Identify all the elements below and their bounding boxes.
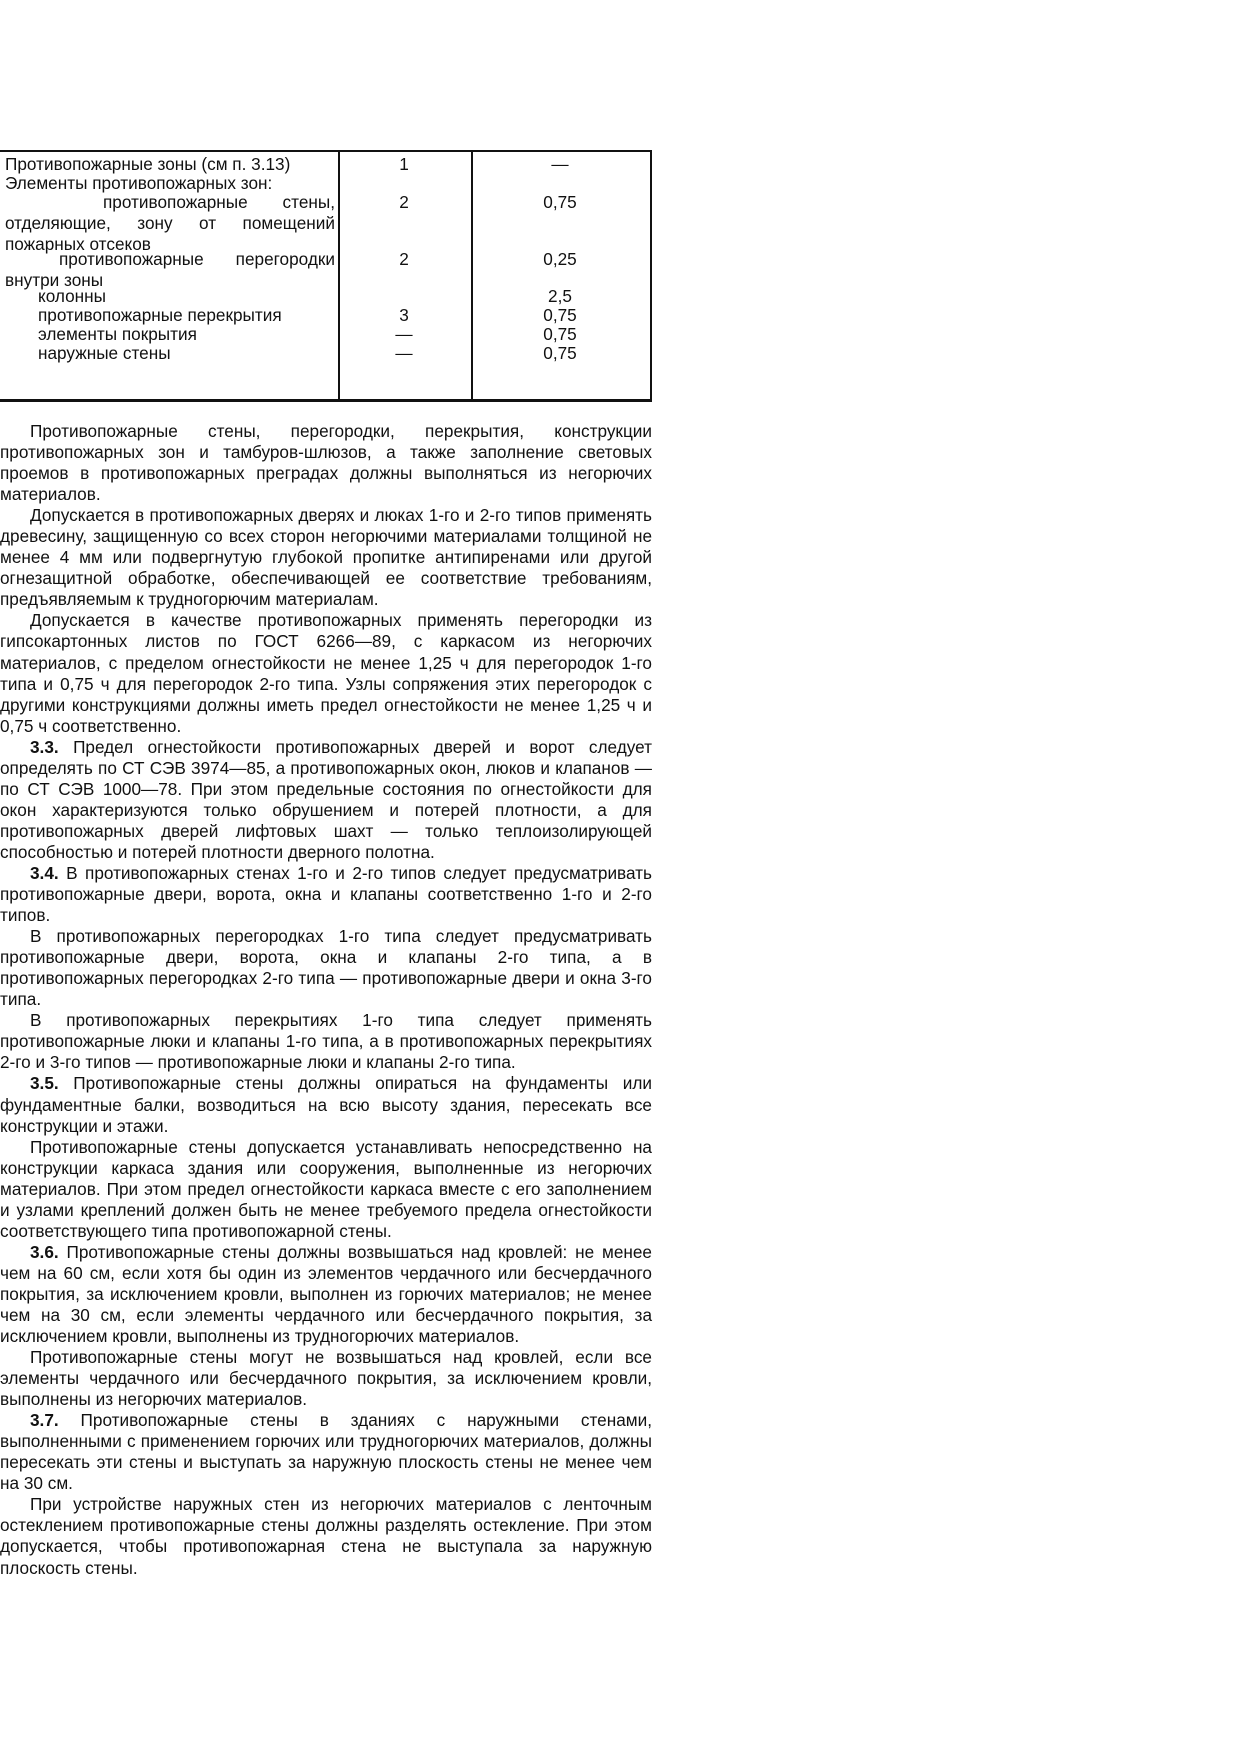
table-column-divider [471,152,473,399]
paragraph: Допускается в противопожарных дверях и люках 1-го и 2-го типов применять древесину, защищенную со всех сторон негорючими материалами толщиной не менее 4 мм или подвергнутую глубокой пропитке антипиренами или другой огнезащитной обработке, обеспечивающей ее соответствие требованиям, предъявляемым к трудногорючим материалам. [0,505,652,610]
clause-number: 3.5. [30,1073,59,1094]
clause-number: 3.7. [30,1410,59,1431]
table-cell-element: противопожарные перекрытия [38,305,282,325]
table-cell-element: противопожарные стены, отделяющие, зону от помещений пожарных отсеков [5,192,335,254]
paragraph: При устройстве наружных стен из негорючих материалов с ленточным остеклением противопожарные стены должны разделять остекление. При этом допускается, чтобы противопожарная стена не выступала за наружную плоскость стены. [0,1494,652,1578]
clause-number: 3.3. [30,736,59,757]
table-cell-element: элементы покрытия [38,324,197,344]
table-column-divider [338,152,340,399]
paragraph: Противопожарные стены допускается устанавливать непосредственно на конструкции каркаса здания или сооружения, выполненные из негорючих материалов. При этом предел огнестойкости каркаса вместе с его заполнением и узлами креплений должен быть не менее требуемого предела огнестойкости соответствующего типа противопожарной стены. [0,1136,652,1241]
table-cell-element: противопожарные перегородки внутри зоны [5,249,335,290]
clause-number: 3.4. [30,862,59,883]
table-cell-element: колонны [38,286,107,306]
body-text [0,421,652,1579]
clause-paragraph: 3.4. В противопожарных стенах 1-го и 2-го типов следует предусматривать противопожарные двери, ворота, окна и клапаны соответственно 1-го и 2-го типов. [0,862,652,926]
fire-limit-table: Противопожарные зоны (см п. 3.13) 1 — Элементы противопожарных зон: противопожарные стены, отделяющие, зону от помещений пожарных отсеков 2 0,75 противопожарные перегородки внутри зоны 2 0,25 колонны 2,5 противопожарные перекрытия 3 0,75 элементы покрытия — 0,75 наружные стены — 0,75 [0,150,652,402]
table-cell-element: наружные стены [38,343,171,363]
clause-number: 3.6. [30,1241,59,1262]
clause-paragraph: 3.5. Противопожарные стены должны опираться на фундаменты или фундаментные балки, возводиться на всю высоту здания, пересекать все конструкции и этажи. [0,1073,652,1136]
table-cell-element: Противопожарные зоны (см п. 3.13) [5,154,291,174]
paragraph: В противопожарных перекрытиях 1-го типа следует применять противопожарные люки и клапаны 1-го типа, а в противопожарных перекрытиях 2-го и 3-го типов — противопожарные люки и клапаны 2-го типа. [0,1010,652,1073]
paragraph: Допускается в качестве противопожарных применять перегородки из гипсокартонных листов по ГОСТ 6266—89, с каркасом из негорючих материалов, с пределом огнестойкости не менее 1,25 ч для перегородок 1-го типа и 0,75 ч для перегородок 2-го типа. Узлы сопряжения этих перегородок с другими конструкциями должны иметь предел огнестойкости не менее 1,25 ч и 0,75 ч соответственно. [0,610,652,736]
paragraph: В противопожарных перегородках 1-го типа следует предусматривать противопожарные двери, ворота, окна и клапаны 2-го типа, а в противопожарных перегородках 2-го типа — противопожарные двери и окна 3-го типа. [0,926,652,1010]
paragraph: Противопожарные стены, перегородки, перекрытия, конструкции противопожарных зон и тамбуров-шлюзов, а также заполнение световых проемов в противопожарных преградах должны выполняться из негорючих материалов. [0,421,652,505]
clause-paragraph: 3.3. Предел огнестойкости противопожарных дверей и ворот следует определять по СТ СЭВ 3974—85, а противопожарных окон, люков и клапанов — по СТ СЭВ 1000—78. При этом предельные состояния по огнестойкости для окон характеризуются только обрушением и потерей плотности, а для противопожарных дверей лифтовых шахт — только теплоизолирующей способностью и потерей плотности дверного полотна. [0,736,652,862]
clause-paragraph: 3.7. Противопожарные стены в зданиях с наружными стенами, выполненными с применением горючих или трудногорючих материалов, должны пересекать эти стены и выступать за наружную плоскость стены не менее чем на 30 см. [0,1410,652,1494]
table-cell-element: Элементы противопожарных зон: [5,173,273,193]
clause-paragraph: 3.6. Противопожарные стены должны возвышаться над кровлей: не менее чем на 60 см, если хотя бы один из элементов чердачного или бесчердачного покрытия, за исключением кровли, выполнен из горючих материалов; не менее чем на 30 см, если элементы чердачного или бесчердачного покрытия, за исключением кровли, выполнены из трудногорючих материалов. [0,1241,652,1347]
paragraph: Противопожарные стены могут не возвышаться над кровлей, если все элементы чердачного или бесчердачного покрытия, за исключением кровли, выполнены из негорючих материалов. [0,1347,652,1410]
